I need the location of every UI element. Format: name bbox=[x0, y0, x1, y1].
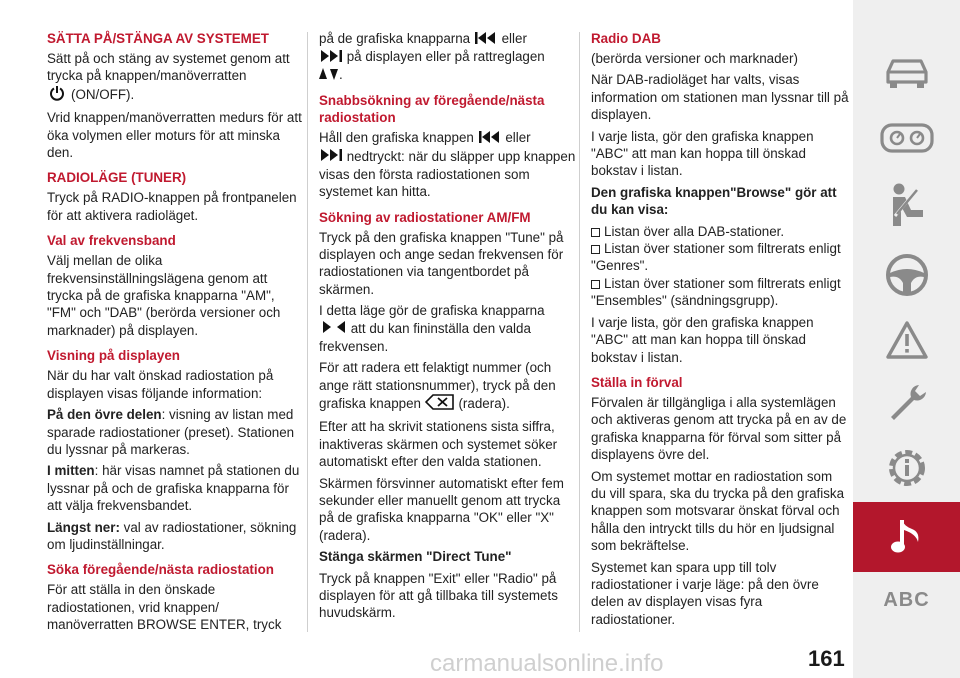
paragraph-volume: Vrid knappen/manöverratten medurs för att öka volymen eller moturs för att minska den. bbox=[47, 110, 302, 161]
paragraph-delete: För att radera ett felaktigt nummer (och ange rätt stationsnummer), tryck på den grafiska knappen (radera). bbox=[319, 359, 577, 414]
sidebar-item-vehicle[interactable] bbox=[853, 42, 960, 102]
paragraph-dab-info: När DAB-radioläget har valts, visas information om stationen man lyssnar till på displayen. bbox=[591, 72, 849, 123]
chapter-sidebar bbox=[853, 0, 960, 678]
heading-browse: Den grafiska knappen"Browse" gör att du kan visa: bbox=[591, 184, 837, 218]
list-item: Listan över stationer som filtrerats enligt "Genres". bbox=[591, 241, 841, 274]
backspace-icon bbox=[425, 394, 455, 414]
column-divider bbox=[579, 32, 580, 632]
heading-quick-search: Snabbsökning av föregående/nästa radiostation bbox=[319, 93, 545, 126]
paragraph-system-onoff: Sätt på och stäng av systemet genom att trycka på knappen/manöverratten (ON/OFF). bbox=[47, 50, 305, 105]
power-icon bbox=[49, 85, 65, 105]
paragraph-dab-versions: (berörda versioner och marknader) bbox=[591, 51, 798, 66]
sidebar-item-technical-data[interactable] bbox=[853, 436, 960, 500]
paragraph-screen-vanish: Skärmen försvinner automatiskt efter fem sekunder eller manuellt genom att trycka på de grafiska knapparna "OK" eller "X" (radera). bbox=[319, 475, 564, 543]
wrench-icon bbox=[885, 381, 929, 425]
sidebar-item-multimedia[interactable] bbox=[853, 502, 960, 572]
paragraph-fine-tune: I detta läge gör de grafiska knapparna att du kan fininställa den valda frekvensen. bbox=[319, 303, 545, 354]
paragraph-search-continued: på de grafiska knapparna eller på displayen eller på rattreglagen . bbox=[319, 30, 577, 84]
paragraph-display: När du har valt önskad radiostation på displayen visas följande information: bbox=[47, 368, 274, 401]
previous-icon bbox=[474, 31, 498, 48]
next-icon bbox=[319, 49, 343, 66]
paragraph-preset-1: Förvalen är tillgängliga i alla systemlägen och aktiveras genom att trycka på en av de grafiska knapparna för förval som sitter på displayens övre del. bbox=[591, 394, 847, 463]
page-number: 161 bbox=[808, 646, 845, 671]
sidebar-item-driving[interactable] bbox=[853, 242, 960, 308]
heading-display: Visning på displayen bbox=[47, 348, 180, 364]
watermark: carmanualsonline.info bbox=[430, 650, 664, 677]
car-icon bbox=[882, 52, 932, 92]
checkbox-bullet-icon bbox=[591, 245, 600, 254]
paragraph-top-section: På den övre delen: visning av listan med sparade radiostationer (preset). Stationen du lyssnar på markeras. bbox=[47, 407, 295, 457]
info-gear-icon bbox=[884, 445, 930, 491]
paragraph-radio-mode: Tryck på RADIO-knappen på frontpanelen för att aktivera radioläget. bbox=[47, 190, 297, 223]
sidebar-abc-label: ABC bbox=[883, 588, 930, 611]
column-1 bbox=[47, 30, 305, 638]
column-2 bbox=[319, 30, 577, 626]
paragraph-preset-2: Om systemet mottar en radiostation som du vill spara, ska du trycka på den grafiska knappen som motsvarar önskat förval och hålla den intryckt tills du hör en ljudsignal som bekräftelse. bbox=[591, 468, 845, 554]
fine-tune-arrows-icon bbox=[321, 320, 347, 337]
column-3 bbox=[591, 30, 849, 632]
paragraph-close-direct-tune: Tryck på knappen "Exit" eller "Radio" på displayen för att gå tillbaka till systemets huvudskärm. bbox=[319, 570, 558, 621]
list-item: Listan över stationer som filtrerats enligt "Ensembles" (sändningsgrupp). bbox=[591, 275, 841, 309]
heading-system-onoff: SÄTTA PÅ/STÄNGA AV SYSTEMET bbox=[47, 31, 269, 46]
paragraph-am-fm-search: Tryck på den grafiska knappen "Tune" på displayen och ange sedan frekvensen för radiostationen via tangentbordet på skärmen. bbox=[319, 229, 564, 297]
heading-close-direct-tune: Stänga skärmen "Direct Tune" bbox=[319, 549, 512, 565]
list-item: Listan över alla DAB-stationer. bbox=[591, 223, 849, 240]
heading-am-fm-search: Sökning av radiostationer AM/FM bbox=[319, 209, 531, 225]
heading-radio-mode: RADIOLÄGE (TUNER) bbox=[47, 170, 187, 186]
paragraph-quick-search: Håll den grafiska knappen eller nedtryckt: när du släpper upp knappen visas den första radiostationen som systemet kan hitta. bbox=[319, 130, 576, 200]
next-icon bbox=[319, 148, 343, 165]
dashboard-icon bbox=[880, 123, 934, 153]
paragraph-preset-3: Systemet kan spara upp till tolv radiostationer i varje läge: på den övre delen av displayen visas fyra radiostationer. bbox=[591, 559, 819, 627]
heading-preset: Ställa in förval bbox=[591, 374, 683, 390]
previous-icon bbox=[478, 130, 502, 147]
heading-band: Val av frekvensband bbox=[47, 233, 176, 249]
checkbox-bullet-icon bbox=[591, 280, 600, 289]
paragraph-abc-1: I varje lista, gör den grafiska knappen "ABC" att man kan hoppa till önskad bokstav i listan. bbox=[591, 128, 814, 179]
sidebar-item-instruments[interactable] bbox=[853, 108, 960, 168]
paragraph-band: Välj mellan de olika frekvensinställningslägena genom att trycka på de grafiska knapparna "AM", "FM" och "DAB" (berörda versioner och marknader) på displayen. bbox=[47, 253, 281, 338]
sidebar-item-emergency[interactable] bbox=[853, 310, 960, 370]
steering-wheel-icon bbox=[885, 253, 929, 297]
warning-triangle-icon bbox=[885, 320, 929, 360]
seatbelt-person-icon bbox=[885, 182, 929, 228]
sidebar-item-index[interactable] bbox=[853, 578, 960, 622]
column-divider bbox=[307, 32, 308, 632]
paragraph-last-digit: Efter att ha skrivit stationens sista siffra, inaktiveras skärmen och systemet söker automatiskt efter den valda stationen. bbox=[319, 419, 558, 470]
paragraph-middle-section: I mitten: här visas namnet på stationen du lyssnar på och de grafiska knapparna för att välja frekvensbandet. bbox=[47, 463, 300, 514]
checkbox-bullet-icon bbox=[591, 228, 600, 237]
sidebar-item-safety[interactable] bbox=[853, 172, 960, 238]
heading-search: Söka föregående/nästa radiostation bbox=[47, 562, 274, 578]
paragraph-bottom-section: Längst ner: val av radiostationer, sökning om ljudinställningar. bbox=[47, 519, 297, 552]
heading-radio-dab: Radio DAB bbox=[591, 31, 661, 46]
sidebar-item-maintenance[interactable] bbox=[853, 372, 960, 434]
paragraph-search: För att ställa in den önskade radiostationen, vrid knappen/ manöverratten BROWSE ENTER, tryck bbox=[47, 582, 282, 633]
music-note-icon bbox=[890, 516, 924, 558]
paragraph-abc-2: I varje lista, gör den grafiska knappen "ABC" att man kan hoppa till önskad bokstav i listan. bbox=[591, 314, 814, 365]
up-down-arrows-icon bbox=[319, 67, 339, 84]
